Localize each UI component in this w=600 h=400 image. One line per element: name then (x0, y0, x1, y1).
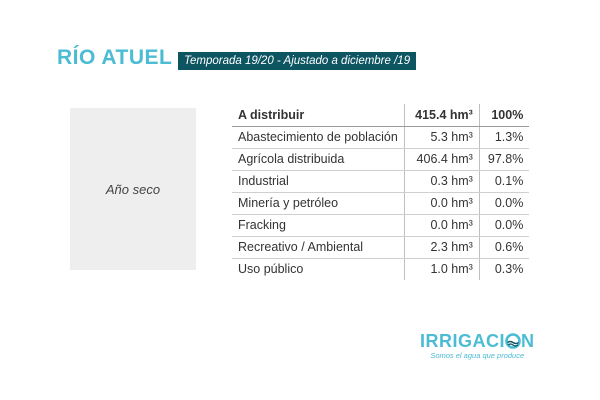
percent-cell: 0.0% (479, 214, 529, 236)
use-cell: Uso público (238, 262, 304, 277)
volume-cell: 0.0 hm³ (404, 192, 479, 214)
volume-cell: 406.4 hm³ (404, 148, 479, 170)
table-row (232, 258, 529, 280)
use-cell: Agrícola distribuida (232, 148, 404, 170)
logo-word-end: N (521, 331, 535, 351)
logo-tagline: Somos el agua que produce (430, 351, 525, 360)
water-distribution-table (232, 104, 529, 280)
percent-cell: 0.6% (479, 236, 529, 258)
page-title: RÍO ATUEL (57, 46, 173, 69)
volume-cell: 0.3 hm³ (404, 170, 479, 192)
logo-word-start: IRRIGACI (420, 331, 505, 351)
season-badge: Temporada 19/20 - Ajustado a diciembre /19 (178, 52, 416, 70)
volume-cell: 2.3 hm³ (404, 236, 479, 258)
header-volume-cell: 415.4 hm³ (404, 104, 479, 126)
percent-cell: 0.0% (479, 192, 529, 214)
volume-cell: 1.0 hm³ (404, 258, 479, 280)
water-wave-icon (505, 333, 521, 349)
year-type-panel (70, 108, 196, 270)
use-cell: Abastecimiento de población (232, 126, 404, 148)
table-row (232, 236, 529, 258)
percent-cell: 97.8% (479, 148, 529, 170)
year-type-label: Año seco (105, 181, 161, 197)
use-cell: Industrial (232, 170, 404, 192)
table-row (232, 192, 529, 214)
irrigacion-logo (420, 331, 535, 361)
header-percent-cell: 100% (479, 104, 529, 126)
table-header-row (232, 104, 529, 126)
table-row (232, 148, 529, 170)
use-cell: Recreativo / Ambiental (232, 236, 404, 258)
logo-wordmark (420, 331, 535, 351)
table-row (232, 170, 529, 192)
volume-cell: 5.3 hm³ (404, 126, 479, 148)
use-cell: Fracking (232, 214, 404, 236)
header-use-cell: A distribuir (232, 104, 404, 126)
percent-cell: 1.3% (479, 126, 529, 148)
use-cell: Minería y petróleo (232, 192, 404, 214)
table-row (232, 214, 529, 236)
percent-cell: 0.3% (479, 258, 529, 280)
table-row (232, 126, 529, 148)
volume-cell: 0.0 hm³ (404, 214, 479, 236)
percent-cell: 0.1% (479, 170, 529, 192)
